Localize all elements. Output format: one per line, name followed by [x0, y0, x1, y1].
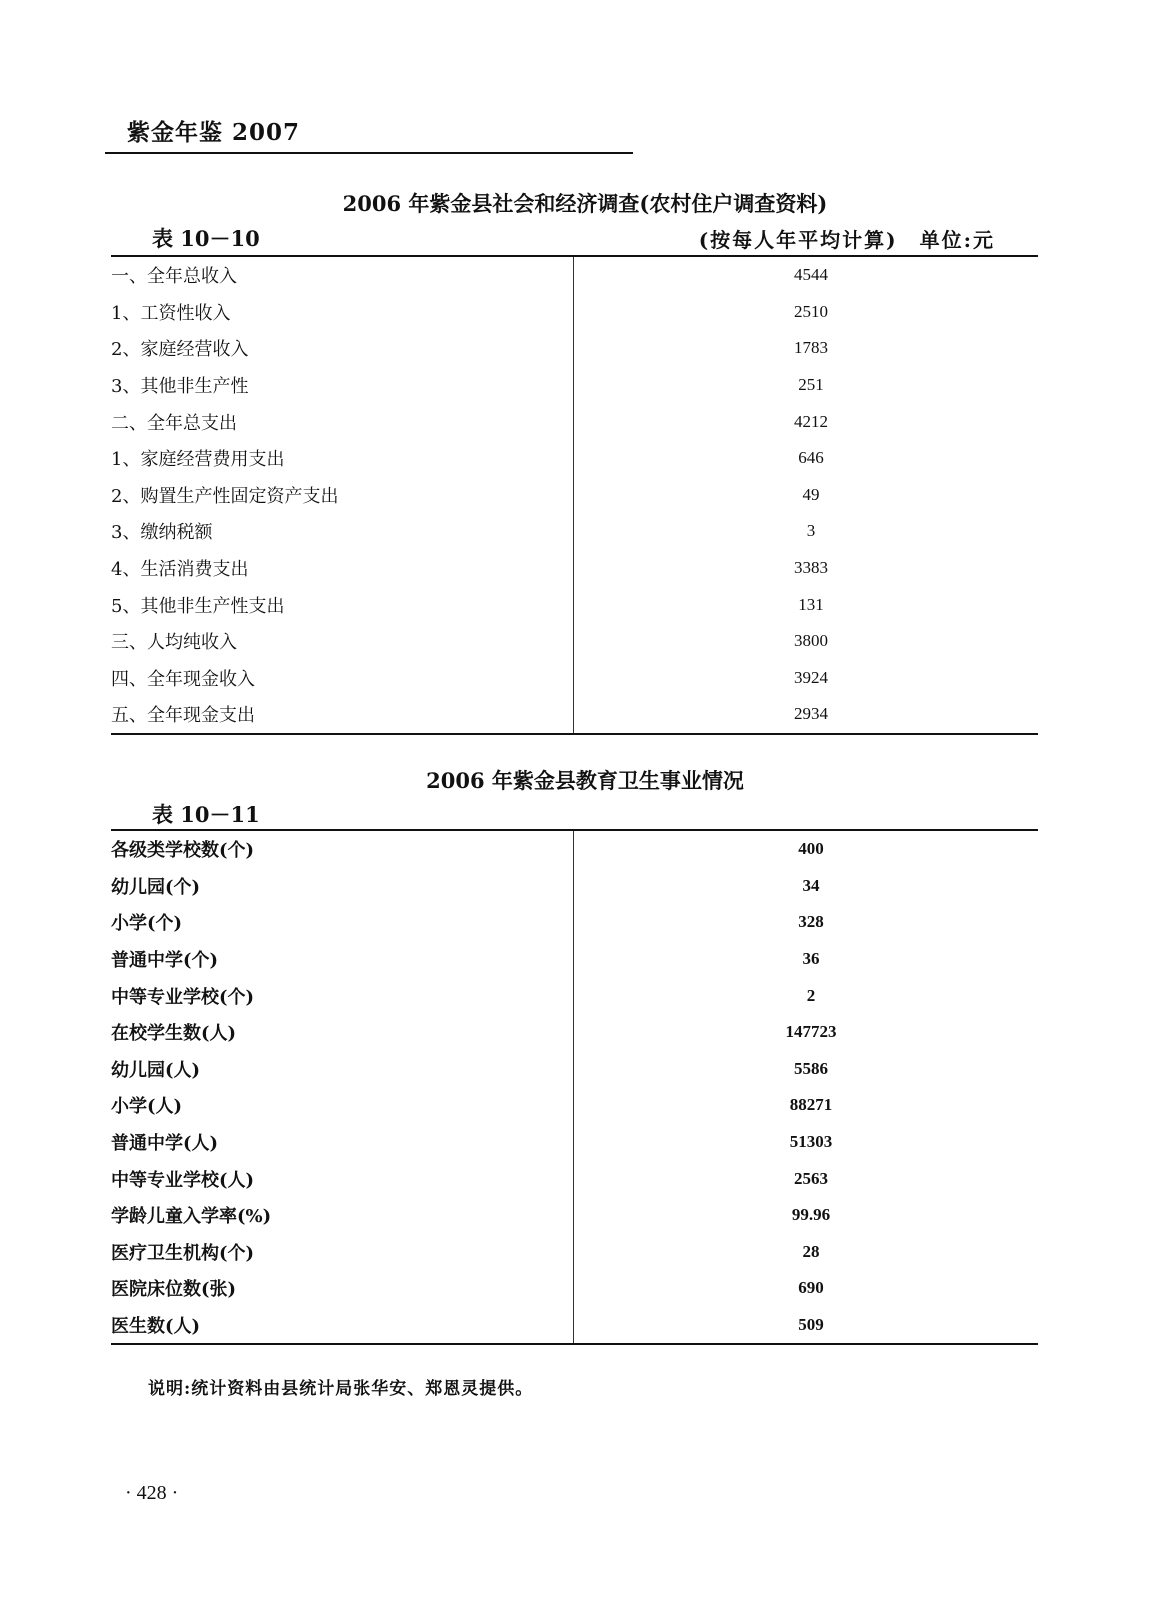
- table-row: [111, 550, 1038, 587]
- row-label: 2、购置生产性固定资产支出: [111, 477, 574, 514]
- row-value: 4212: [794, 411, 828, 431]
- table-row: [111, 1307, 1038, 1345]
- table-row: [111, 904, 1038, 941]
- header-rule: [105, 152, 633, 154]
- table1-unit-note: (按每人年平均计算) 单位:元: [698, 228, 995, 252]
- row-label: 幼儿园(个): [111, 868, 574, 905]
- row-label: 小学(人): [111, 1087, 574, 1124]
- rural-household-table: [111, 255, 1038, 735]
- source-note: 说明:统计资料由县统计局张华安、郑恩灵提供。: [148, 1379, 534, 1399]
- row-label: 学龄儿童入学率(%): [111, 1197, 574, 1234]
- table-row: [111, 403, 1038, 440]
- table-row: [111, 440, 1038, 477]
- row-value: 4544: [574, 256, 1039, 294]
- table-row: [111, 830, 1038, 868]
- table-row: [111, 1234, 1038, 1271]
- row-value: 2934: [574, 696, 1039, 734]
- row-value: 3800: [794, 631, 828, 651]
- row-value: 3924: [794, 667, 828, 687]
- table-row: [111, 1160, 1038, 1197]
- table-row: [111, 1270, 1038, 1307]
- row-value: 49: [802, 484, 820, 504]
- row-label: 小学(个): [111, 904, 574, 941]
- table-row: [111, 256, 1038, 294]
- row-label: 3、缴纳税额: [111, 513, 574, 550]
- row-value: 99.96: [791, 1205, 831, 1225]
- table-row: [111, 1014, 1038, 1051]
- table-row: [111, 586, 1038, 623]
- row-label: 5、其他非生产性支出: [111, 586, 574, 623]
- row-label: 4、生活消费支出: [111, 550, 574, 587]
- table-row: [111, 1124, 1038, 1161]
- row-value: 51303: [789, 1132, 833, 1152]
- row-label: 普通中学(个): [111, 941, 574, 978]
- table-row: [111, 868, 1038, 905]
- row-value: 251: [798, 375, 824, 395]
- row-label: 二、全年总支出: [111, 403, 574, 440]
- row-value: 400: [574, 830, 1039, 868]
- row-value: 2563: [794, 1168, 828, 1188]
- page-number: · 428 ·: [125, 1482, 179, 1504]
- row-value: 1783: [794, 338, 828, 358]
- row-value: 34: [802, 875, 820, 895]
- table1-id: 表 10－10: [152, 226, 260, 251]
- row-value: 2510: [794, 301, 828, 321]
- row-value: 3: [806, 521, 816, 541]
- table-row: [111, 660, 1038, 697]
- row-label: 中等专业学校(个): [111, 977, 574, 1014]
- row-value: 28: [802, 1241, 820, 1261]
- row-value: 131: [798, 594, 824, 614]
- table2-id: 表 10－11: [152, 802, 260, 827]
- table-row: [111, 696, 1038, 734]
- row-label: 幼儿园(人): [111, 1051, 574, 1088]
- table-row: [111, 1197, 1038, 1234]
- row-label: 各级类学校数(个): [111, 830, 574, 868]
- row-label: 1、家庭经营费用支出: [111, 440, 574, 477]
- table-row: [111, 513, 1038, 550]
- row-value: 690: [798, 1278, 824, 1298]
- row-label: 3、其他非生产性: [111, 367, 574, 404]
- row-label: 2、家庭经营收入: [111, 330, 574, 367]
- row-value: 147723: [785, 1022, 837, 1042]
- table-row: [111, 330, 1038, 367]
- table-row: [111, 477, 1038, 514]
- table-row: [111, 623, 1038, 660]
- table-row: [111, 294, 1038, 331]
- row-label: 医疗卫生机构(个): [111, 1234, 574, 1271]
- row-value: 36: [802, 949, 820, 969]
- table-row: [111, 941, 1038, 978]
- running-header: 紫金年鉴 2007: [127, 119, 301, 146]
- row-value: 646: [798, 448, 824, 468]
- row-label: 中等专业学校(人): [111, 1160, 574, 1197]
- row-label: 1、工资性收入: [111, 294, 574, 331]
- table-row: [111, 1051, 1038, 1088]
- row-value: 328: [798, 912, 824, 932]
- row-value: 3383: [794, 558, 828, 578]
- table-row: [111, 977, 1038, 1014]
- row-label: 在校学生数(人): [111, 1014, 574, 1051]
- table1-title: 2006 年紫金县社会和经济调查(农村住户调查资料): [342, 191, 828, 216]
- education-health-table: [111, 829, 1038, 1345]
- row-value: 509: [574, 1307, 1039, 1345]
- row-label: 医生数(人): [111, 1307, 574, 1345]
- row-value: 88271: [789, 1095, 833, 1115]
- row-value: 5586: [794, 1058, 828, 1078]
- row-label: 四、全年现金收入: [111, 660, 574, 697]
- row-label: 一、全年总收入: [111, 256, 574, 294]
- row-label: 五、全年现金支出: [111, 696, 574, 734]
- table-row: [111, 1087, 1038, 1124]
- row-label: 三、人均纯收入: [111, 623, 574, 660]
- row-label: 普通中学(人): [111, 1124, 574, 1161]
- row-label: 医院床位数(张): [111, 1270, 574, 1307]
- table2-title: 2006 年紫金县教育卫生事业情况: [426, 768, 744, 793]
- table-row: [111, 367, 1038, 404]
- row-value: 2: [806, 985, 816, 1005]
